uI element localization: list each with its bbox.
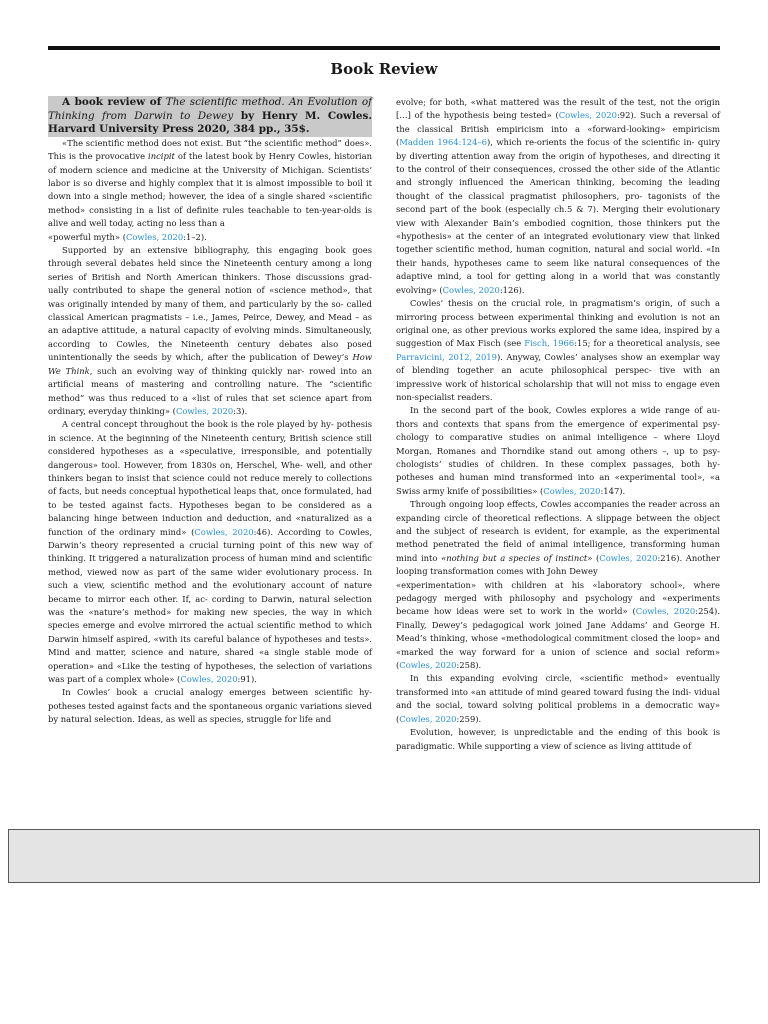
text-run: ), which re-orients the focus of the scientific in- quiry by diverting attention away from the origin of hypotheses, and directing it to the control of their consequences, crossed the other side of the Atlantic and strongly influenced the American thinking, becoming the leading thought of the classical pragmatist philosophers, pro- tagonists of the second part of the book (especially ch.5 & 7). Merging their evolutionary view with Alexander Bain’s embodied cognition, those thinkers put the «hypothesis» at the center of an integrated evolutionary view that linked together scientific method, human cognition, natural and social world. «In their hands, hypotheses came to seem like natural consequences of the adaptive mind, a tool for getting along in a world that was constantly evolving» ( xyxy=(396,137,720,295)
left-body xyxy=(48,137,372,727)
citation-link[interactable]: Cowles, 2020 xyxy=(125,231,184,242)
text-run: ). Anyway, Cowles’ analyses show an exemplar way of blending together an acute philosophical perspec- tive with an impressive work of historical scholarship that will not miss to engage even non-specialist readers. xyxy=(396,351,720,402)
paragraph xyxy=(48,686,372,726)
footer-box xyxy=(8,829,760,883)
citation-link[interactable]: Parravicini, 2012, 2019 xyxy=(396,351,497,362)
paragraph xyxy=(48,244,372,418)
citation-link[interactable]: Cowles, 2020 xyxy=(180,674,238,685)
text-run: ( xyxy=(592,552,600,563)
text-run: , such an evolving way of thinking quickly nar- rowed into an artificial means of mastering and controlling nature. The “scientific method” was thus reduced to a «list of rules that set science apart from ordinary, everyday thinking» ( xyxy=(48,365,372,416)
citation-link[interactable]: Fisch, 1966 xyxy=(524,338,575,349)
paragraph xyxy=(396,579,720,673)
text-run: Cowles’ thesis on the crucial role, in pragmatism’s origin, of such a mirroring process between experimental thinking and evolution is not an original one, as other previous works explored the same idea, inspired by a suggestion of Max Fisch (see xyxy=(396,298,720,349)
heading-suffix: by Henry M. Cowles. Harvard University Press 2020, 384 pp., 35$. xyxy=(48,109,372,136)
citation-link[interactable]: Madden 1964:124–6 xyxy=(399,137,487,148)
text-run: In this expanding evolving circle, «scientific method» eventually transformed into «an attitude of mind geared toward fusing the indi- vidual and the social, toward solving political problems in a democratic way» ( xyxy=(396,673,720,724)
right-column xyxy=(396,96,720,753)
left-column xyxy=(48,96,372,727)
citation-link[interactable]: Cowles, 2020 xyxy=(599,552,658,563)
paragraph xyxy=(48,418,372,686)
citation-link[interactable]: Cowles, 2020 xyxy=(543,485,601,496)
paragraph xyxy=(396,96,720,297)
paragraph xyxy=(396,404,720,498)
text-run: :1–2). xyxy=(183,231,207,242)
text-run: In the second part of the book, Cowles explores a wide range of au- thors and contexts that spans from the emergence of experimental psy- chology to comparative studies on animal intelligence – where Lloyd Morgan, Romanes and Thorndike stand out among others –, up to psy- chologists’ studies of children. In these complex passages, both hy- potheses and human mind transformed into an «experimental tool», «a Swiss army knife of possibilities» ( xyxy=(396,405,720,496)
right-body xyxy=(396,96,720,753)
paragraph xyxy=(396,498,720,578)
citation-link[interactable]: Cowles, 2020 xyxy=(635,606,696,617)
book-title: The scientific method. An Evolution of Thinking from Darwin to Dewey xyxy=(48,96,373,122)
text-run: :91). xyxy=(237,674,257,685)
text-run: Supported by an extensive bibliography, this engaging book goes through several debates held since the Nineteenth century among a long series of British and North American thinkers. Those discussions grad- ually contributed to shape the general notion of «science method», that was originally intended by many of them, and particularly by the so- called classical American pragmatists – i.e., James, Peirce, Dewey, and Mead – as an adaptive attitude, a natural capacity of evolving minds. Simultaneously, according to Cowles, the Nineteenth century debates also posed unintentionally the seeds by which, after the publication of Dewey’s xyxy=(48,245,372,363)
text-run: «powerful myth» ( xyxy=(48,231,126,242)
text-run: :92). Such a reversal of the classical British empiricism into a «forward-looking» empiricism ( xyxy=(396,110,720,148)
text-run: :254). Finally, Dewey’s pedagogical work joined Jane Addams’ and George H. Mead’s thinking, whose «methodological commitment closed the loop» and «marked the way forward for a union of science and social reform» ( xyxy=(396,606,720,671)
text-run: :258). xyxy=(456,660,482,671)
paragraph xyxy=(396,297,720,404)
text-run: Through ongoing loop effects, Cowles accompanies the reader across an expanding circle of theoretical reflections. A slippage between the object and the subject of research is evident, for example, as the experimental method penetrated the field of animal intelligence, transforming human mind into xyxy=(396,499,720,563)
text-run: In Cowles’ book a crucial analogy emerges between scientific hy- potheses tested against facts and the spontaneous organic variations sieved by natural selection. Ideas, as well as species, struggle for life and xyxy=(48,687,372,725)
citation-link[interactable]: Cowles, 2020 xyxy=(175,405,234,416)
text-run: Evolution, however, is unpredictable and the ending of this book is paradigmatic. While supporting a view of science as living attitude of xyxy=(396,727,720,751)
text-run: :259). xyxy=(456,713,482,724)
text-run: of the latest book by Henry Cowles, historian of modern science and medicine at the University of Michigan. Scientists’ labor is so diverse and highly complex that it is almost impossible to boil it down into a single method; however, the idea of a single shared «scientific method» consisting in a list of definite rules teachable to ten-year-olds is alive and well today, acting no less than a xyxy=(48,151,372,229)
section-title: Book Review xyxy=(330,60,438,78)
citation-link[interactable]: Cowles, 2020 xyxy=(442,284,500,295)
citation-link[interactable]: Cowles, 2020 xyxy=(558,110,617,121)
text-run: :216). Another looping transformation comes with John Dewey xyxy=(396,552,721,577)
text-run: :3). xyxy=(233,405,248,416)
italic-text: «nothing but a species of instinct» xyxy=(441,552,593,563)
text-run: :46). According to Cowles, Darwin’s theory represented a crucial turning point of this new way of thinking. It triggered a naturalization process of human mind and scientific method, viewed now as part of the same wider evolutionary process. In such a view, scientific method and the evolutionary account of nature became to mirror each other. If, ac- cording to Darwin, natural selection was the «nature’s method» for making new species, the way in which species emerge and evolve mirrored the actual scientific method to which Darwin himself aspired, «with its careful balance of hypotheses and tests». Mind and matter, science and nature, shared «a single stable mode of operation» and «Like the testing of hypotheses, the selection of variations was part of a complex whole» ( xyxy=(48,526,372,685)
text-run: :147). xyxy=(600,485,626,496)
citation-link[interactable]: Cowles, 2020 xyxy=(194,526,254,537)
text-run: :15; for a theoretical analysis, see xyxy=(574,338,721,349)
citation-link[interactable]: Cowles, 2020 xyxy=(399,713,457,724)
paragraph xyxy=(396,672,720,726)
review-heading xyxy=(48,96,372,137)
paragraph xyxy=(48,231,372,244)
paragraph xyxy=(48,137,372,231)
text-run: evolve; for both, «what mattered was the result of the test, not the origin […] of the hypothesis being tested» ( xyxy=(396,97,720,121)
italic-text: How We Think xyxy=(48,352,372,376)
text-run: A central concept throughout the book is the role played by hy- pothesis in science. At the beginning of the Nineteenth century, British science still considered hypotheses as a «speculative, irresponsible, and potentially dangerous» tool. However, from 1830s on, Herschel, Whe- well, and other thinkers began to insist that science could not reduce merely to collections of facts, but needs conceptual hypothetical leaps that, once formulated, had to be tested against facts. Hypotheses began to be considered as a balancing hinge between induction and deduction, and «naturalized as a function of the ordinary mind» ( xyxy=(48,419,372,537)
paragraph xyxy=(396,726,720,753)
heading-prefix: A book review of xyxy=(62,96,166,108)
italic-text: incipit xyxy=(148,151,175,162)
citation-link[interactable]: Cowles, 2020 xyxy=(399,660,457,671)
text-run: «experimentation» with children at his «laboratory school», where pedagogy merged with philosophy and psychology and «experiments became how ideas were set to work in the world» ( xyxy=(396,579,720,617)
text-run: «The scientific method does not exist. But “the scientific method” does». This is the provocative xyxy=(48,137,372,162)
top-rule xyxy=(48,46,720,50)
text-run: :126). xyxy=(499,284,525,295)
